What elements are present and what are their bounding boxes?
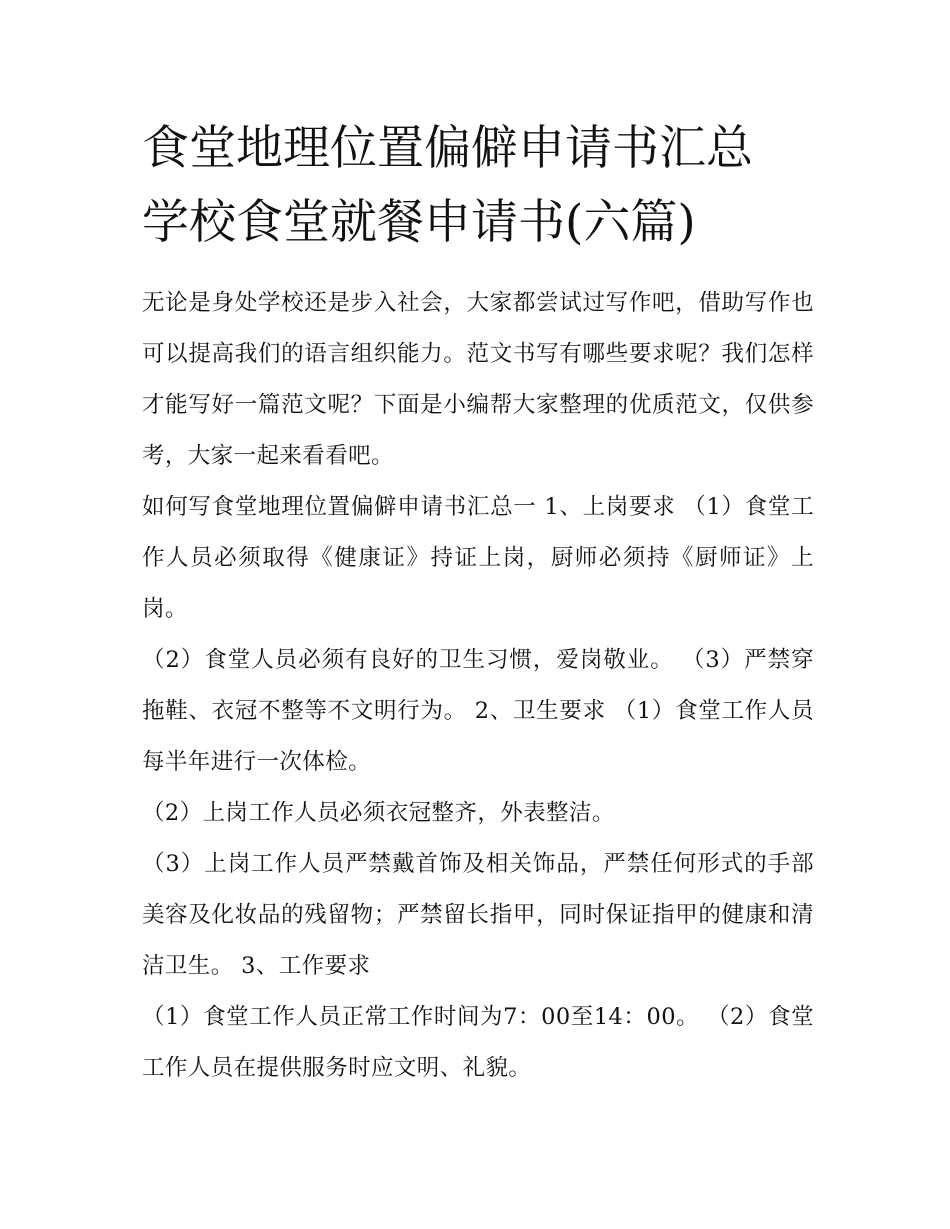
paragraph-jewelry-rules: （3）上岗工作人员严禁戴首饰及相关饰品，严禁任何形式的手部美容及化妆品的残留物；严禁留长指甲，同时保证指甲的健康和清洁卫生。 3、工作要求 <box>142 851 814 979</box>
title-line-1: 食堂地理位置偏僻申请书汇总 <box>142 121 753 176</box>
paragraph-job-requirements: 如何写食堂地理位置偏僻申请书汇总一 1、上岗要求 （1）食堂工作人员必须取得《健康证》持证上岗，厨师必须持《厨师证》上岗。 <box>142 494 814 622</box>
paragraph-intro: 无论是身处学校还是步入社会，大家都尝试过写作吧，借助写作也可以提高我们的语言组织能力。范文书写有哪些要求呢？我们怎样才能写好一篇范文呢？下面是小编帮大家整理的优质范文，仅供参考，大家一起来看看吧。 <box>142 290 814 469</box>
title-line-2: 学校食堂就餐申请书(六篇) <box>142 195 696 250</box>
document-body <box>142 278 814 1094</box>
paragraph-appearance: （2）上岗工作人员必须衣冠整齐，外表整洁。 <box>142 800 615 826</box>
paragraph-hygiene-habits: （2）食堂人员必须有良好的卫生习惯，爱岗敬业。 （3）严禁穿拖鞋、衣冠不整等不文明行为。 2、卫生要求 （1）食堂工作人员每半年进行一次体检。 <box>142 647 814 775</box>
document-title <box>142 112 814 260</box>
paragraph-work-hours: （1）食堂工作人员正常工作时间为7：00至14：00。 （2）食堂工作人员在提供服务时应文明、礼貌。 <box>142 1004 814 1081</box>
document-page <box>142 112 814 1094</box>
